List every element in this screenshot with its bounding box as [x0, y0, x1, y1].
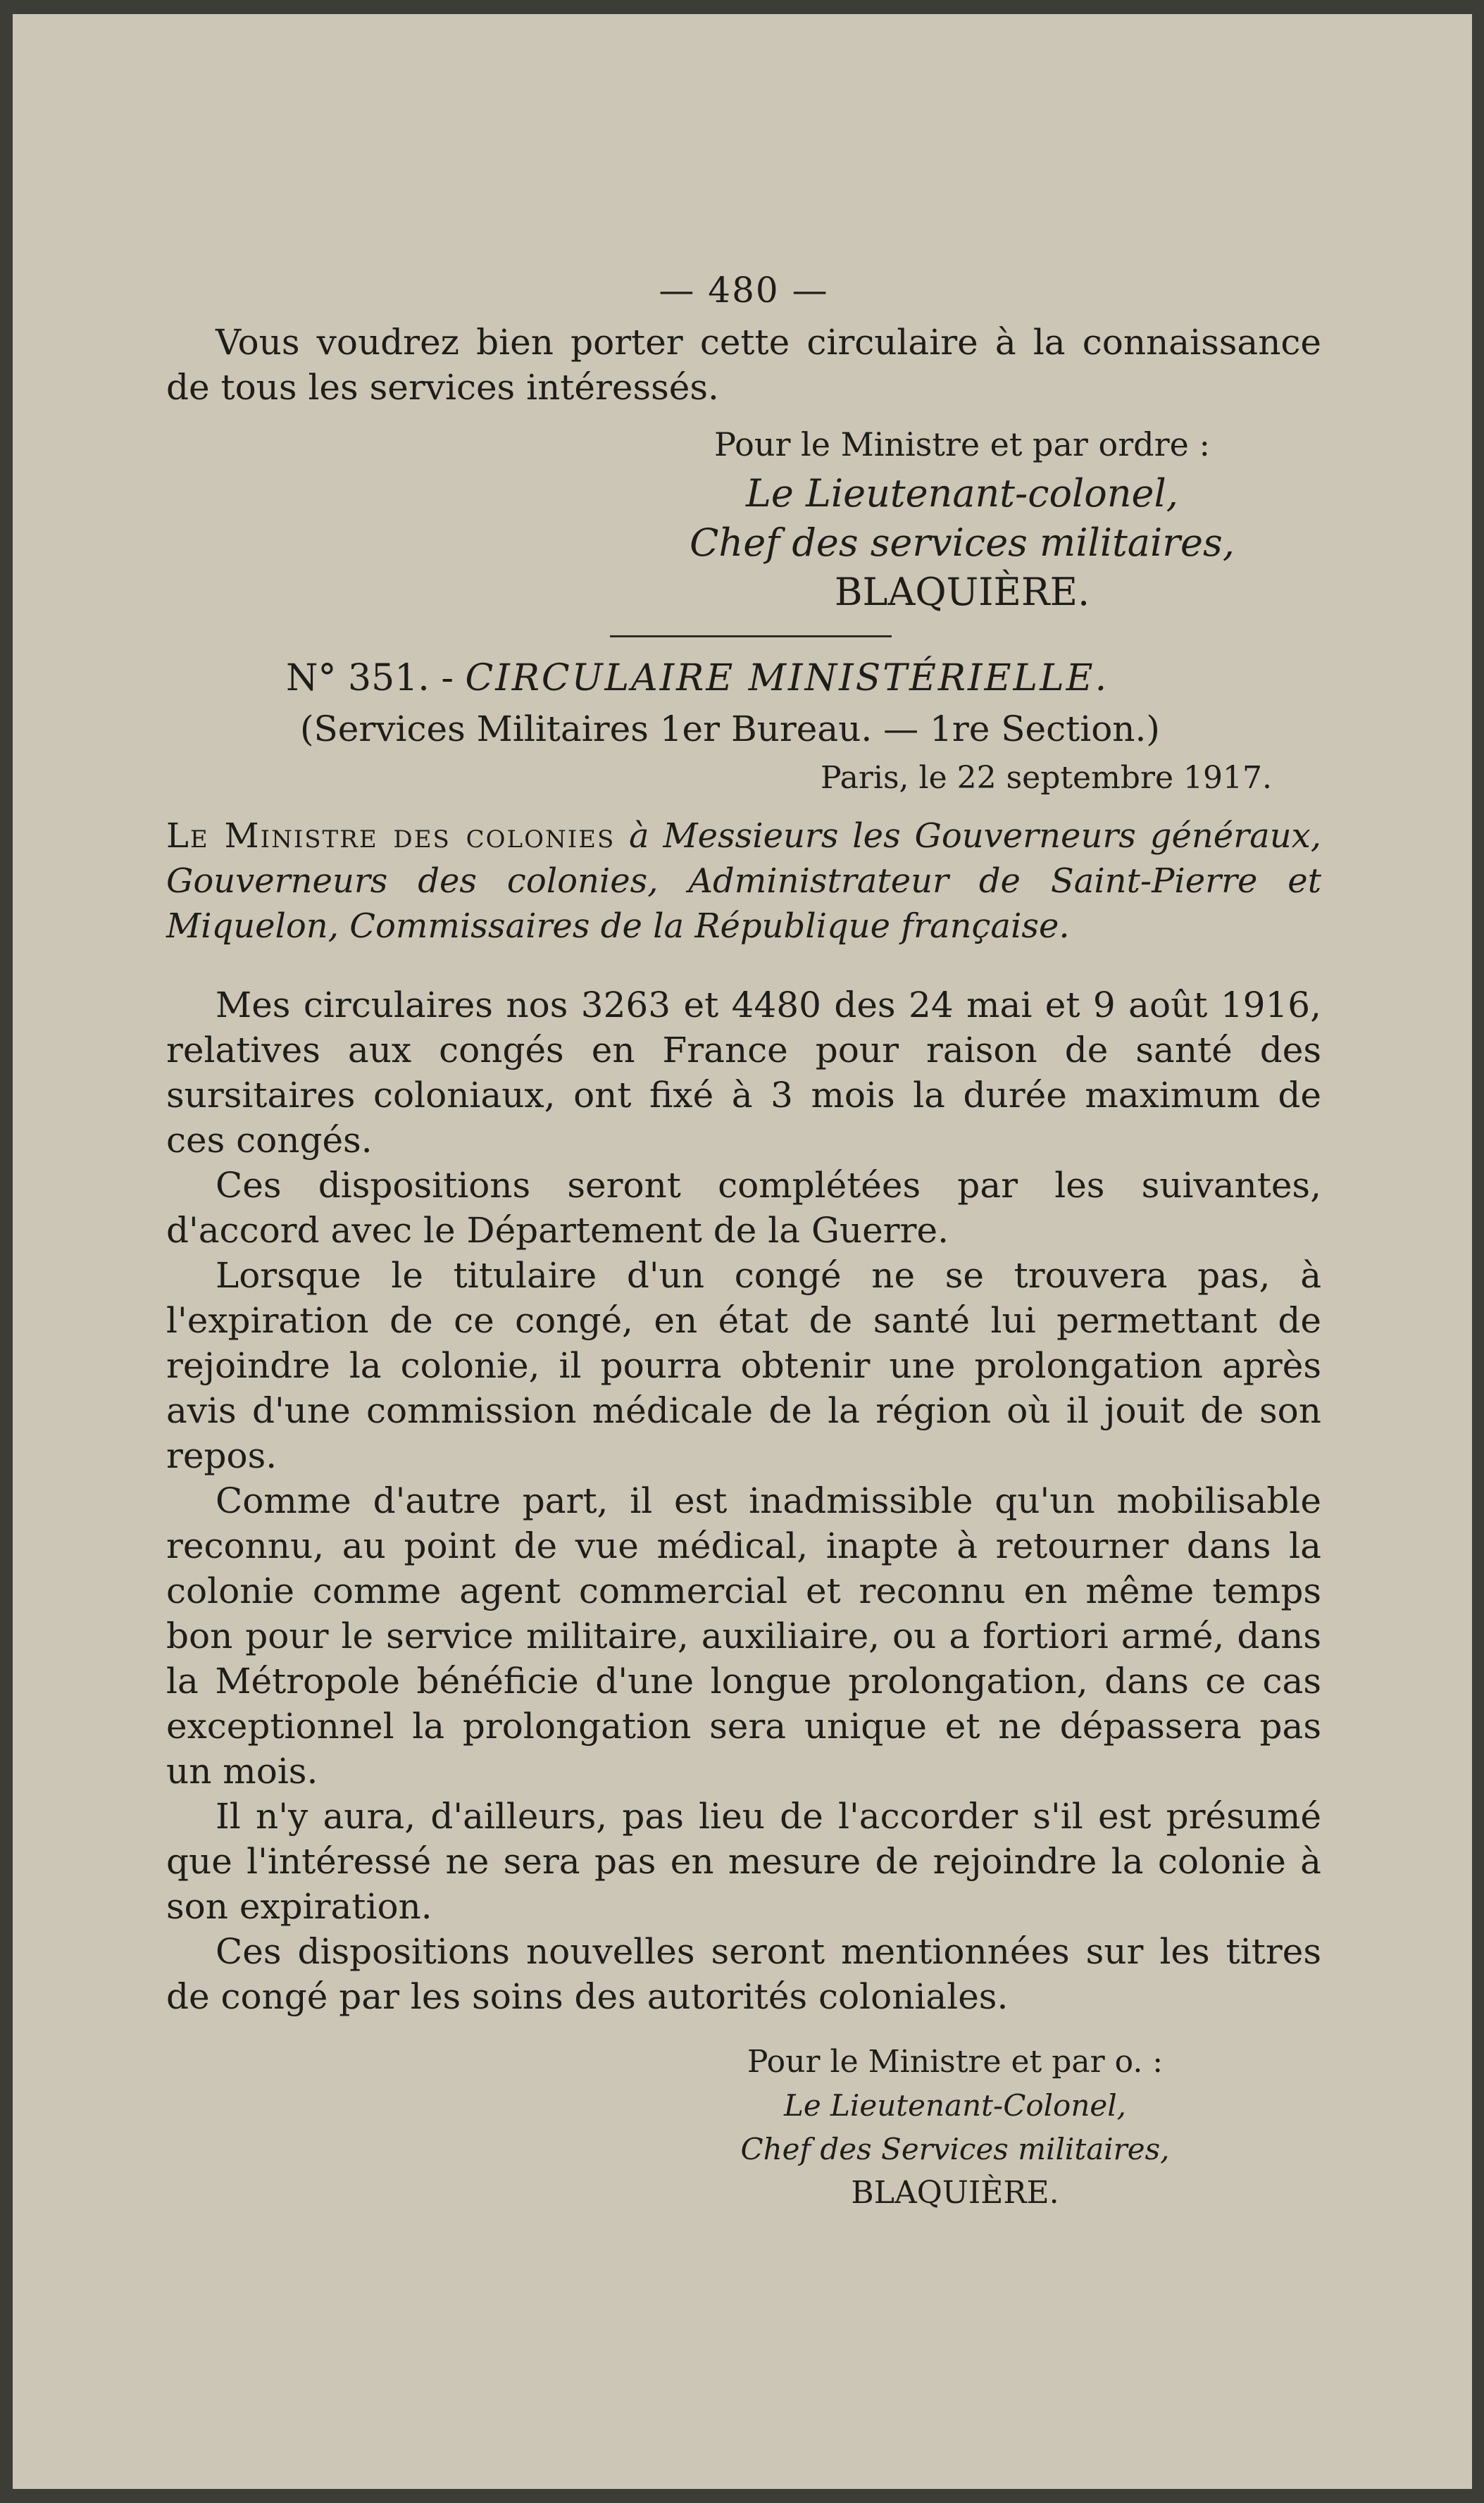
circular-subtitle: (Services Militaires 1er Bureau. — 1re Section.) [300, 709, 1160, 749]
paragraph-5: Il n'y aura, d'ailleurs, pas lieu de l'accorder s'il est présumé que l'intéressé ne sera pas en mesure de rejoindre la colonie à son expiration. [166, 1796, 1321, 1927]
paragraph-6: Ces dispositions nouvelles seront mentionnées sur les titres de congé par les soins des autorités coloniales. [166, 1931, 1321, 2017]
signature-2-line-3: Chef des Services militaires, [740, 2132, 1170, 2166]
address-recipients: à Messieurs les Gouverneurs généraux, Gouverneurs des colonies, Administrateur de Saint-Pierre et Miquelon, Commissaires de la République française. [166, 816, 1321, 946]
circular-title: CIRCULAIRE MINISTÉRIELLE. [465, 657, 1109, 699]
opening-paragraph: Vous voudrez bien porter cette circulaire à la connaissance de tous les services intéressés. [166, 322, 1321, 408]
circular-body [166, 982, 1321, 2019]
section-divider [610, 635, 892, 637]
signature-1-line-2: Le Lieutenant-colonel, [746, 471, 1178, 516]
circular-heading [286, 656, 1321, 701]
circular-number: N° 351. [286, 657, 430, 699]
address-line [166, 813, 1321, 949]
circular-date: Paris, le 22 septembre 1917. [820, 760, 1272, 796]
signature-block-2 [730, 2040, 1321, 2215]
document-page [13, 14, 1472, 2489]
signature-1-name: BLAQUIÈRE. [834, 570, 1090, 614]
signature-2-line-2: Le Lieutenant-Colonel, [783, 2088, 1127, 2123]
signature-1-line-1: Pour le Ministre et par ordre : [714, 425, 1210, 463]
paragraph-3: Lorsque le titulaire d'un congé ne se trouvera pas, à l'expiration de ce congé, en état de santé lui permettant de rejoindre la colonie, il pourra obtenir une prolongation après avis d'une commission médicale de la région où il jouit de son repos. [166, 1255, 1321, 1476]
paragraph-1: Mes circulaires nos 3263 et 4480 des 24 mai et 9 août 1916, relatives aux congés en France pour raison de santé des sursitaires coloniaux, ont fixé à 3 mois la durée maximum de ces congés. [166, 985, 1321, 1161]
signature-2-line-1: Pour le Ministre et par o. : [747, 2044, 1164, 2080]
page-text [166, 268, 1321, 2215]
paragraph-4: Comme d'autre part, il est inadmissible qu'un mobilisable reconnu, au point de vue médical, inapte à retourner dans la colonie comme agent commercial et reconnu en même temps bon pour le service militaire, auxiliaire, ou a fortiori armé, dans la Métropole bénéficie d'une longue prolongation, dans ce cas exceptionnel la prolongation sera unique et ne dépassera pas un mois. [166, 1480, 1321, 1792]
signature-block-1 [673, 420, 1321, 617]
signature-2-name: BLAQUIÈRE. [851, 2175, 1059, 2211]
signature-1-line-3: Chef des services militaires, [690, 520, 1235, 565]
paragraph-2: Ces dispositions seront complétées par les suivantes, d'accord avec le Département de la Guerre. [166, 1165, 1321, 1251]
address-lead: Le Ministre des colonies [166, 816, 616, 856]
circular-dash: - [441, 657, 454, 699]
page-number: — 480 — [659, 270, 829, 311]
